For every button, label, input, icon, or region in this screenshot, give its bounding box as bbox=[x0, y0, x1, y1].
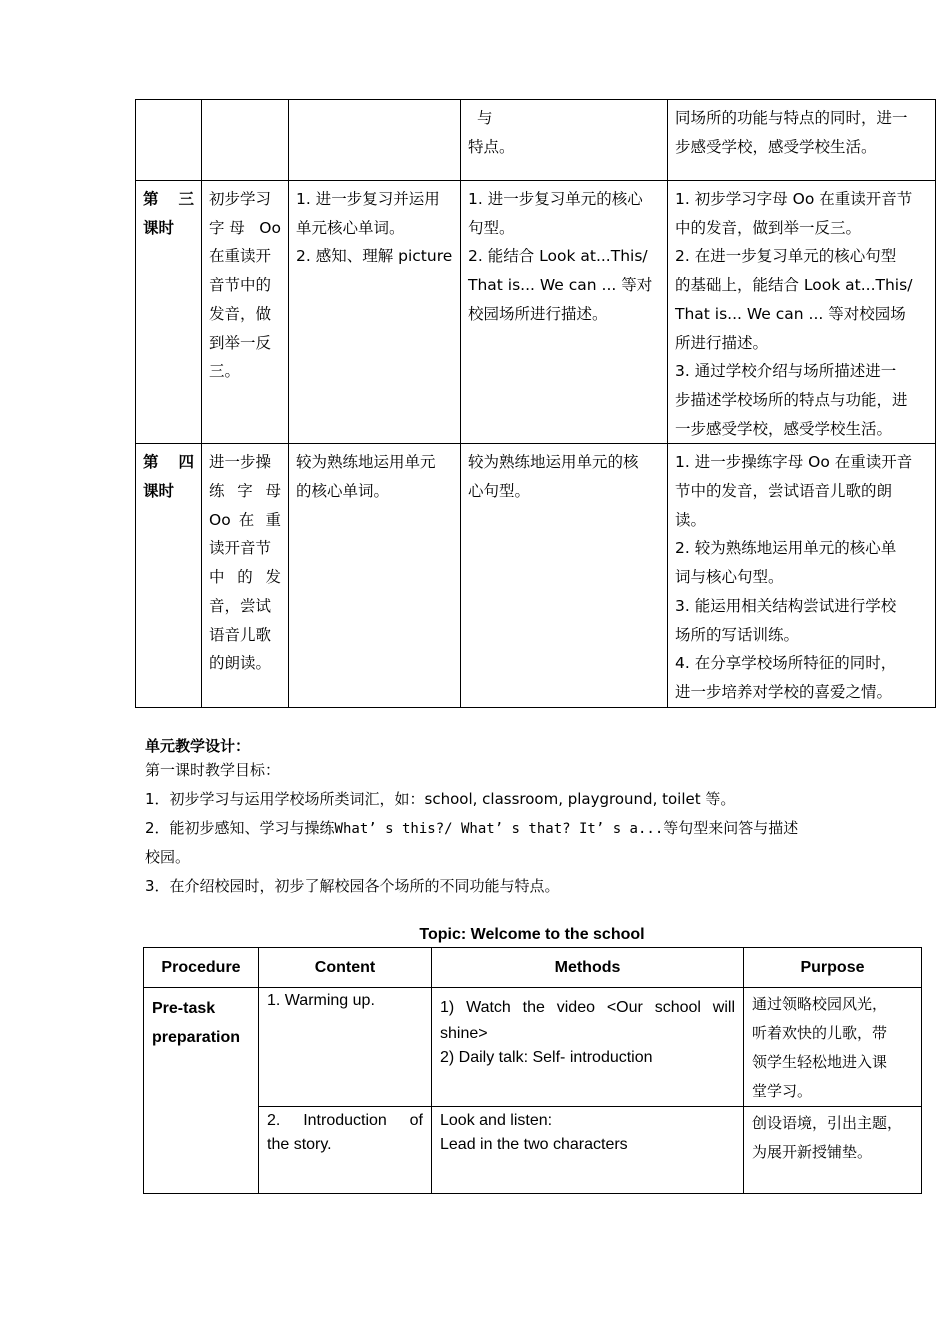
table-row bbox=[136, 444, 936, 707]
objective-1: 1．初步学习与运用学校场所类词汇，如：school, classroom, playground, toilet 等。 bbox=[145, 790, 736, 808]
procedure-table bbox=[143, 947, 922, 1194]
topic-title: Topic: Welcome to the school bbox=[419, 926, 645, 943]
objective-2-cont: 校园。 bbox=[145, 848, 191, 866]
purpose-cell: 同场所的功能与特点的同时，进一 步感受学校，感受学校生活。 bbox=[668, 100, 936, 181]
methods-cell: 与 特点。 bbox=[461, 100, 668, 181]
header-content: Content bbox=[259, 948, 432, 988]
table-row bbox=[144, 988, 922, 1107]
lesson-label: 第 四 课时 bbox=[136, 444, 202, 707]
table-row bbox=[144, 1107, 922, 1194]
methods-cell: 1) Watch the video <Our school will shine> 2) Daily talk: Self- introduction bbox=[432, 988, 744, 1107]
goal-cell: 1. 初步学习字母 Oo 在重读开音节 中的发音，做到举一反三。 2. 在进一步复习单元的核心句型 的基础上，能结合 Look at...This/ That is... We can ... 等对校园场 所进行描述。 3. 通过学校介绍与场所描述进一 步描述学校场所的特点与功能，进 一步感受学校，感受学校生活。 bbox=[668, 181, 936, 444]
pattern-cell: 较为熟练地运用单元的核 心句型。 bbox=[461, 444, 668, 707]
letters-cell: 初步学习 字母 Oo 在重读开 音节中的 发音，做 到举一反 三。 bbox=[202, 181, 289, 444]
purpose-cell: 创设语境，引出主题， 为展开新授铺垫。 bbox=[744, 1107, 922, 1194]
table-row bbox=[136, 181, 936, 444]
pattern-cell: 1. 进一步复习单元的核心 句型。 2. 能结合 Look at...This/ That is... We can ... 等对 校园场所进行描述。 bbox=[461, 181, 668, 444]
header-purpose: Purpose bbox=[744, 948, 922, 988]
content-cell: 2. Introduction of the story. bbox=[259, 1107, 432, 1194]
stage-cell: Pre-task preparation bbox=[144, 988, 259, 1194]
content-cell: 1. Warming up. bbox=[259, 988, 432, 1107]
lesson-table bbox=[135, 99, 936, 708]
letters-cell: 进一步操 练 字 母 Oo 在 重 读开音节 中 的 发 音，尝试 语音儿歌 的朗读。 bbox=[202, 444, 289, 707]
section-subheading: 第一课时教学目标： bbox=[145, 761, 281, 779]
section-heading: 单元教学设计： bbox=[145, 737, 251, 755]
lesson-label: 第 三 课时 bbox=[136, 181, 202, 444]
objective-3: 3．在介绍校园时，初步了解校园各个场所的不同功能与特点。 bbox=[145, 877, 560, 895]
vocab-cell: 1. 进一步复习并运用 单元核心单词。 2. 感知、理解 picture bbox=[289, 181, 461, 444]
methods-cell: Look and listen: Lead in the two characters bbox=[432, 1107, 744, 1194]
table-row bbox=[136, 100, 936, 181]
vocab-cell: 较为熟练地运用单元 的核心单词。 bbox=[289, 444, 461, 707]
objective-2: 2．能初步感知、学习与操练What’ s this?/ What’ s that? It’ s a...等句型来问答与描述 bbox=[145, 819, 799, 837]
purpose-cell: 通过领略校园风光， 听着欢快的儿歌，带 领学生轻松地进入课 堂学习。 bbox=[744, 988, 922, 1107]
header-procedure: Procedure bbox=[144, 948, 259, 988]
header-methods: Methods bbox=[432, 948, 744, 988]
goal-cell: 1. 进一步操练字母 Oo 在重读开音 节中的发音，尝试语音儿歌的朗 读。 2. 较为熟练地运用单元的核心单 词与核心句型。 3. 能运用相关结构尝试进行学校 场所的写话训练。 4. 在分享学校场所特征的同时， 进一步培养对学校的喜爱之情。 bbox=[668, 444, 936, 707]
table-header-row bbox=[144, 948, 922, 988]
